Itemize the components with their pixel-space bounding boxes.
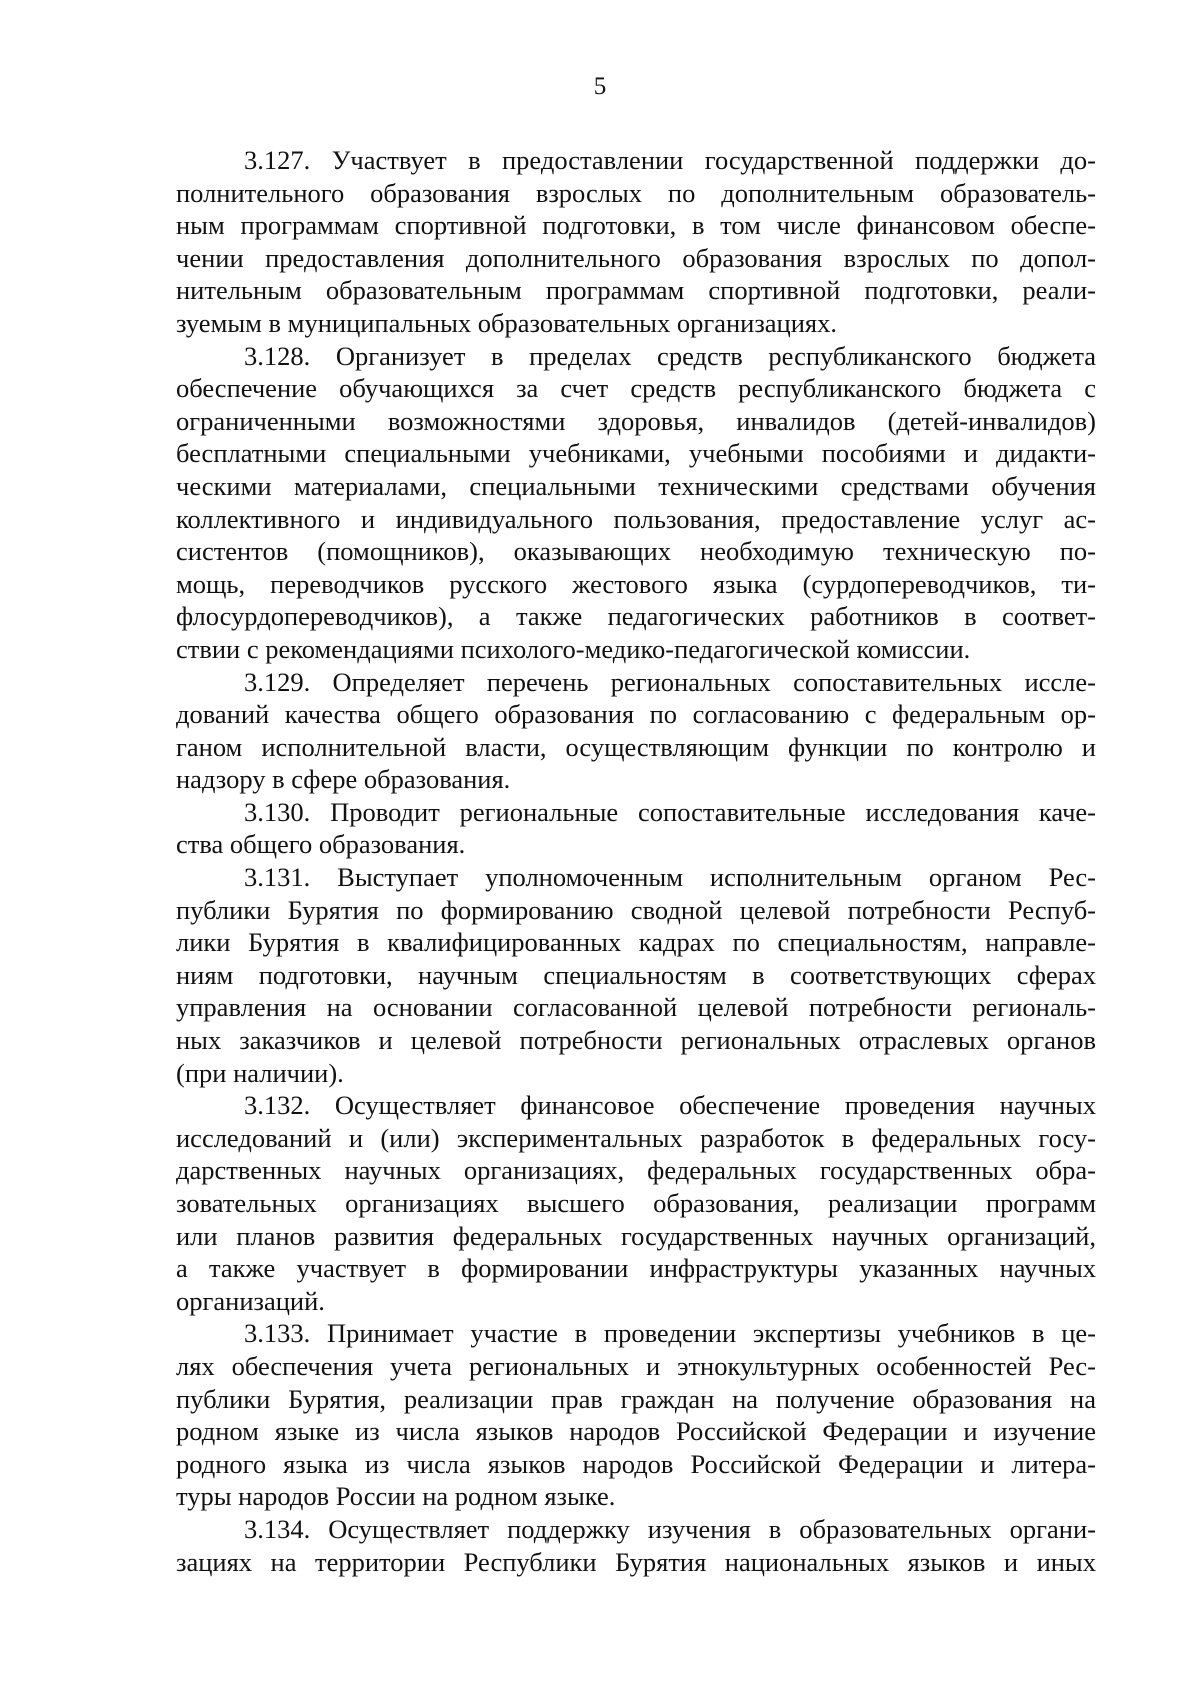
body-text <box>176 144 1096 1578</box>
text-line: организаций. <box>176 1285 325 1316</box>
text-line: ных заказчиков и целевой потребности региональных отраслевых органов <box>176 1025 1096 1056</box>
text-line: нительным образовательным программам спортивной подготовки, реали- <box>176 275 1096 306</box>
text-line: ным программам спортивной подготовки, в том числе финансовом обеспе- <box>176 210 1096 241</box>
text-line: 3.128. Организует в пределах средств республиканского бюджета <box>244 340 1096 371</box>
text-line: дарственных научных организациях, федеральных государственных обра- <box>176 1155 1096 1186</box>
text-line: лики Бурятия в квалифицированных кадрах по специальностям, направле- <box>176 927 1096 958</box>
text-line: публики Бурятия, реализации прав граждан на получение образования на <box>176 1383 1096 1414</box>
text-line: 3.131. Выступает уполномоченным исполнительным органом Рес- <box>244 862 1096 893</box>
text-line: ниям подготовки, научным специальностям в соответствующих сферах <box>176 959 1096 990</box>
text-line: туры народов России на родном языке. <box>176 1481 616 1512</box>
text-line: ства общего образования. <box>176 829 466 860</box>
text-line: флосурдопереводчиков), а также педагогических работников в соответ- <box>176 601 1096 632</box>
text-line: родного языка из числа языков народов Российской Федерации и литера- <box>176 1448 1096 1479</box>
text-line: зовательных организациях высшего образования, реализации программ <box>176 1188 1096 1218</box>
text-line: 3.127. Участвует в предоставлении государственной поддержки до- <box>244 145 1096 175</box>
text-line: зациях на территории Республики Бурятия национальных языков и иных <box>176 1546 1096 1577</box>
text-line: коллективного и индивидуального пользования, предоставление услуг ас- <box>176 503 1096 534</box>
text-line: чении предоставления дополнительного образования взрослых по допол- <box>176 242 1096 273</box>
text-line: управления на основании согласованной целевой потребности региональ- <box>176 992 1096 1023</box>
text-line: ганом исполнительной власти, осуществляющим функции по контролю и <box>176 731 1096 762</box>
text-line: или планов развития федеральных государственных научных организаций, <box>176 1220 1096 1251</box>
text-line: ограниченными возможностями здоровья, инвалидов (детей-инвалидов) <box>176 405 1096 436</box>
text-line: 3.132. Осуществляет финансовое обеспечение проведения научных <box>244 1090 1096 1121</box>
text-line: публики Бурятия по формированию сводной целевой потребности Респуб- <box>176 894 1096 925</box>
text-line: ческими материалами, специальными техническими средствами обучения <box>176 470 1096 501</box>
text-line: 3.129. Определяет перечень региональных сопоставительных иссле- <box>244 666 1096 697</box>
text-line: надзору в сфере образования. <box>176 764 511 795</box>
text-line: систентов (помощников), оказывающих необходимую техническую по- <box>176 536 1096 567</box>
text-line: исследований и (или) экспериментальных разработок в федеральных госу- <box>176 1122 1096 1153</box>
text-line: 3.133. Принимает участие в проведении экспертизы учебников в це- <box>244 1318 1096 1349</box>
text-line: бесплатными специальными учебниками, учебными пособиями и дидакти- <box>176 438 1096 469</box>
text-line: 3.130. Проводит региональные сопоставительные исследования каче- <box>244 796 1096 827</box>
text-line: 3.134. Осуществляет поддержку изучения в образовательных органи- <box>244 1513 1096 1544</box>
text-line: мощь, переводчиков русского жестового языка (сурдопереводчиков, ти- <box>176 568 1096 599</box>
text-line: обеспечение обучающихся за счет средств республиканского бюджета с <box>176 373 1096 404</box>
text-line: дований качества общего образования по согласованию с федеральным ор- <box>176 699 1096 730</box>
text-line: лях обеспечения учета региональных и этнокультурных особенностей Рес- <box>176 1350 1096 1381</box>
page-number: 5 <box>593 73 607 100</box>
text-line: полнительного образования взрослых по дополнительным образователь- <box>176 177 1096 208</box>
text-line: (при наличии). <box>176 1057 344 1088</box>
text-line: ствии с рекомендациями психолого-медико-педагогической комиссии. <box>176 633 971 664</box>
text-line: а также участвует в формировании инфраструктуры указанных научных <box>176 1253 1096 1284</box>
text-line: зуемым в муниципальных образовательных организациях. <box>176 307 837 338</box>
text-line: родном языке из числа языков народов Российской Федерации и изучение <box>176 1416 1096 1447</box>
